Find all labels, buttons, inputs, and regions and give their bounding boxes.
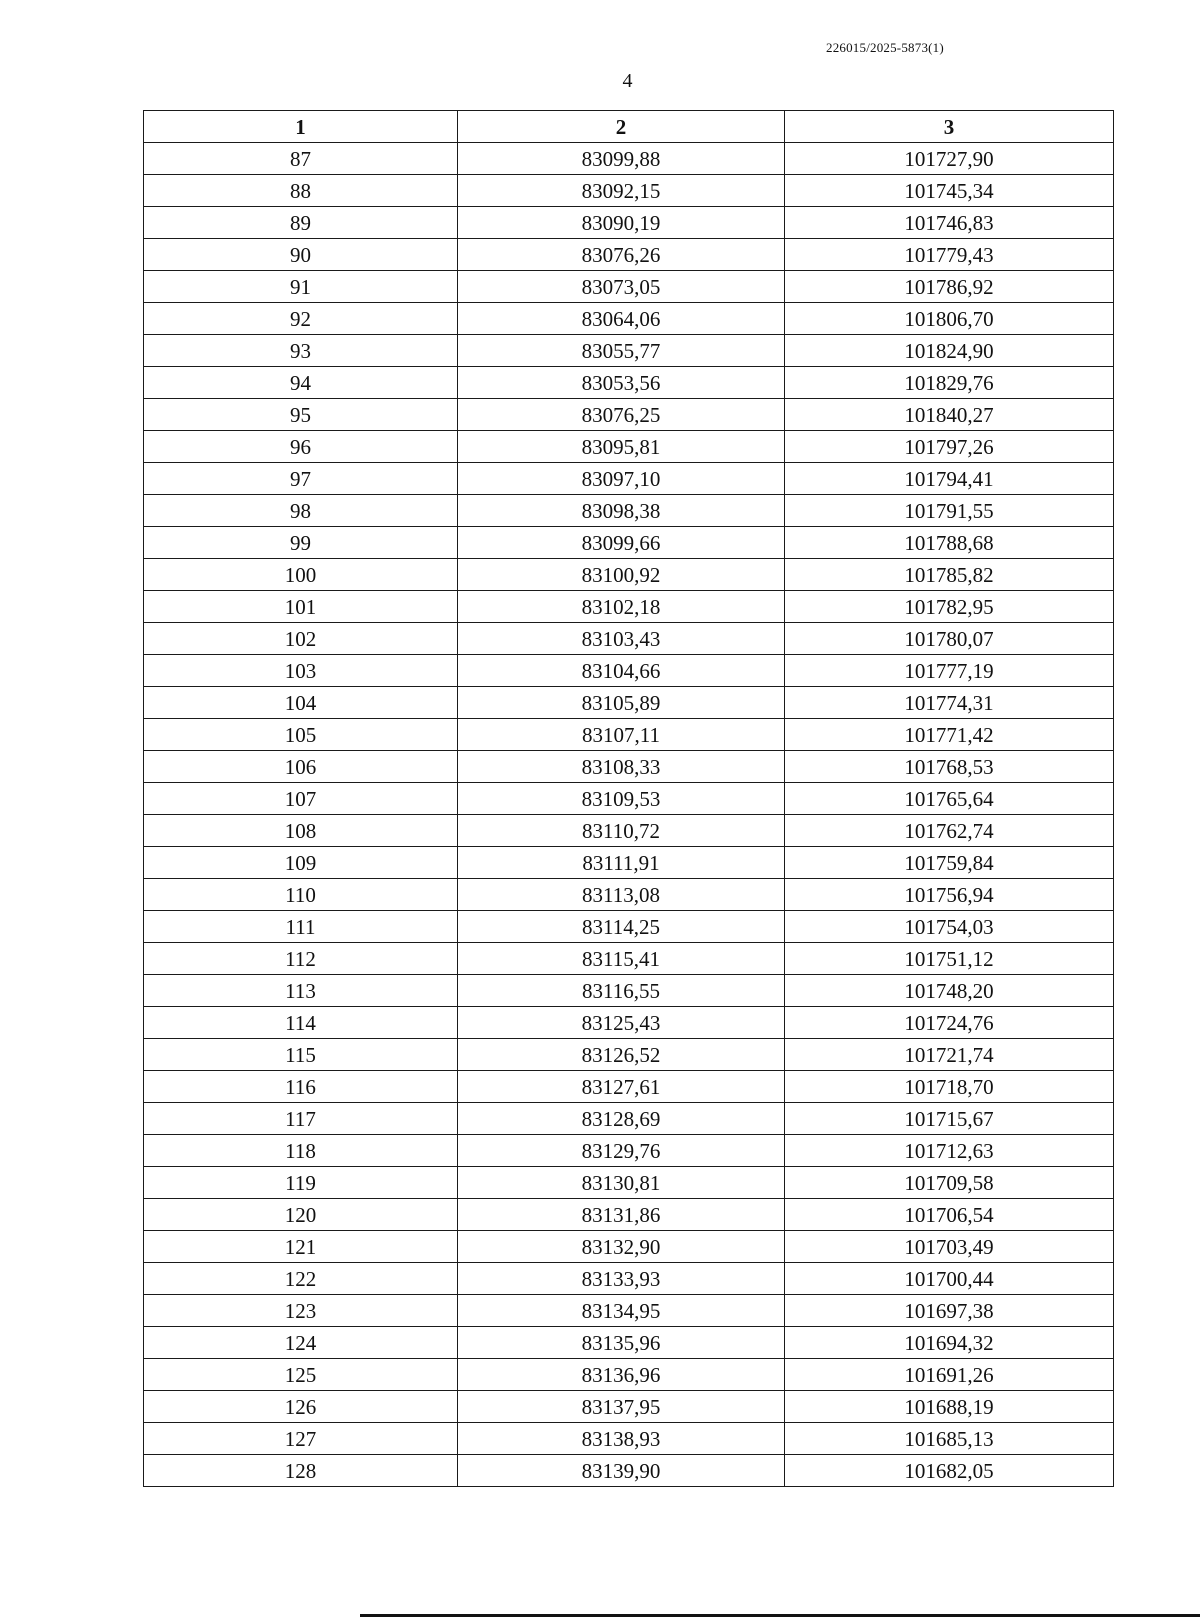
coordinate-y-cell: 101759,84: [785, 847, 1114, 879]
coordinate-x-cell: 83099,88: [458, 143, 785, 175]
table-row: [144, 1167, 1114, 1199]
coordinate-y-cell: 101685,13: [785, 1423, 1114, 1455]
coordinate-y-cell: 101754,03: [785, 911, 1114, 943]
point-number-cell: 116: [144, 1071, 458, 1103]
coordinate-x-cell: 83109,53: [458, 783, 785, 815]
coordinate-x-cell: 83127,61: [458, 1071, 785, 1103]
table-row: [144, 463, 1114, 495]
coordinate-y-cell: 101724,76: [785, 1007, 1114, 1039]
table-row: [144, 943, 1114, 975]
table-row: [144, 1327, 1114, 1359]
point-number-cell: 123: [144, 1295, 458, 1327]
point-number-cell: 110: [144, 879, 458, 911]
point-number-cell: 111: [144, 911, 458, 943]
column-header-1: 1: [144, 111, 458, 143]
point-number-cell: 91: [144, 271, 458, 303]
table-row: [144, 1199, 1114, 1231]
coordinate-y-cell: 101780,07: [785, 623, 1114, 655]
coordinate-y-cell: 101712,63: [785, 1135, 1114, 1167]
coordinate-y-cell: 101774,31: [785, 687, 1114, 719]
table-row: [144, 1295, 1114, 1327]
coordinate-y-cell: 101715,67: [785, 1103, 1114, 1135]
table-row: [144, 143, 1114, 175]
point-number-cell: 94: [144, 367, 458, 399]
coordinate-y-cell: 101709,58: [785, 1167, 1114, 1199]
table-row: [144, 751, 1114, 783]
point-number-cell: 115: [144, 1039, 458, 1071]
table-row: [144, 527, 1114, 559]
document-reference-number: 226015/2025-5873(1): [826, 40, 944, 55]
coordinate-y-cell: 101785,82: [785, 559, 1114, 591]
point-number-cell: 119: [144, 1167, 458, 1199]
coordinate-x-cell: 83076,25: [458, 399, 785, 431]
coordinate-y-cell: 101791,55: [785, 495, 1114, 527]
coordinate-x-cell: 83098,38: [458, 495, 785, 527]
table-row: [144, 495, 1114, 527]
coordinate-x-cell: 83090,19: [458, 207, 785, 239]
point-number-cell: 101: [144, 591, 458, 623]
table-row: [144, 431, 1114, 463]
coordinate-y-cell: 101797,26: [785, 431, 1114, 463]
coordinate-x-cell: 83111,91: [458, 847, 785, 879]
coordinate-x-cell: 83115,41: [458, 943, 785, 975]
table-row: [144, 1071, 1114, 1103]
coordinate-y-cell: 101751,12: [785, 943, 1114, 975]
coordinate-y-cell: 101691,26: [785, 1359, 1114, 1391]
point-number-cell: 125: [144, 1359, 458, 1391]
table-row: [144, 1263, 1114, 1295]
coordinate-x-cell: 83108,33: [458, 751, 785, 783]
coordinate-x-cell: 83100,92: [458, 559, 785, 591]
coordinate-x-cell: 83099,66: [458, 527, 785, 559]
table-row: [144, 1007, 1114, 1039]
table-row: [144, 655, 1114, 687]
point-number-cell: 106: [144, 751, 458, 783]
coordinate-y-cell: 101721,74: [785, 1039, 1114, 1071]
coordinate-x-cell: 83102,18: [458, 591, 785, 623]
table-row: [144, 1423, 1114, 1455]
coordinate-y-cell: 101688,19: [785, 1391, 1114, 1423]
coordinate-y-cell: 101700,44: [785, 1263, 1114, 1295]
coordinate-x-cell: 83097,10: [458, 463, 785, 495]
table-row: [144, 303, 1114, 335]
coordinate-x-cell: 83053,56: [458, 367, 785, 399]
coordinate-x-cell: 83055,77: [458, 335, 785, 367]
point-number-cell: 124: [144, 1327, 458, 1359]
coordinate-x-cell: 83139,90: [458, 1455, 785, 1487]
table-row: [144, 1039, 1114, 1071]
coordinate-x-cell: 83110,72: [458, 815, 785, 847]
point-number-cell: 102: [144, 623, 458, 655]
table-row: [144, 783, 1114, 815]
coordinate-x-cell: 83064,06: [458, 303, 785, 335]
point-number-cell: 120: [144, 1199, 458, 1231]
point-number-cell: 99: [144, 527, 458, 559]
coordinate-x-cell: 83113,08: [458, 879, 785, 911]
table-row: [144, 975, 1114, 1007]
point-number-cell: 127: [144, 1423, 458, 1455]
point-number-cell: 117: [144, 1103, 458, 1135]
coordinate-x-cell: 83136,96: [458, 1359, 785, 1391]
table-body: [144, 143, 1114, 1487]
coordinate-x-cell: 83125,43: [458, 1007, 785, 1039]
point-number-cell: 105: [144, 719, 458, 751]
coordinate-y-cell: 101779,43: [785, 239, 1114, 271]
coordinate-y-cell: 101829,76: [785, 367, 1114, 399]
coordinate-y-cell: 101824,90: [785, 335, 1114, 367]
coordinate-x-cell: 83133,93: [458, 1263, 785, 1295]
coordinate-y-cell: 101746,83: [785, 207, 1114, 239]
coordinate-x-cell: 83076,26: [458, 239, 785, 271]
point-number-cell: 103: [144, 655, 458, 687]
table-row: [144, 1455, 1114, 1487]
point-number-cell: 87: [144, 143, 458, 175]
coordinate-y-cell: 101765,64: [785, 783, 1114, 815]
table-row: [144, 1391, 1114, 1423]
table-row: [144, 1231, 1114, 1263]
coordinate-x-cell: 83116,55: [458, 975, 785, 1007]
coordinate-y-cell: 101762,74: [785, 815, 1114, 847]
coordinate-y-cell: 101777,19: [785, 655, 1114, 687]
coordinate-y-cell: 101768,53: [785, 751, 1114, 783]
coordinate-x-cell: 83135,96: [458, 1327, 785, 1359]
table-row: [144, 559, 1114, 591]
table-row: [144, 847, 1114, 879]
point-number-cell: 95: [144, 399, 458, 431]
table-row: [144, 879, 1114, 911]
table-row: [144, 1135, 1114, 1167]
point-number-cell: 104: [144, 687, 458, 719]
point-number-cell: 118: [144, 1135, 458, 1167]
point-number-cell: 121: [144, 1231, 458, 1263]
point-number-cell: 88: [144, 175, 458, 207]
coordinate-x-cell: 83105,89: [458, 687, 785, 719]
coordinate-x-cell: 83137,95: [458, 1391, 785, 1423]
point-number-cell: 109: [144, 847, 458, 879]
coordinate-x-cell: 83128,69: [458, 1103, 785, 1135]
table-row: [144, 623, 1114, 655]
coordinate-y-cell: 101694,32: [785, 1327, 1114, 1359]
point-number-cell: 113: [144, 975, 458, 1007]
coordinate-y-cell: 101806,70: [785, 303, 1114, 335]
table-row: [144, 175, 1114, 207]
coordinate-x-cell: 83132,90: [458, 1231, 785, 1263]
coordinate-x-cell: 83129,76: [458, 1135, 785, 1167]
column-header-2: 2: [458, 111, 785, 143]
coordinate-x-cell: 83126,52: [458, 1039, 785, 1071]
coordinate-x-cell: 83131,86: [458, 1199, 785, 1231]
table-row: [144, 687, 1114, 719]
point-number-cell: 122: [144, 1263, 458, 1295]
coordinate-y-cell: 101697,38: [785, 1295, 1114, 1327]
point-number-cell: 90: [144, 239, 458, 271]
point-number-cell: 96: [144, 431, 458, 463]
table-row: [144, 399, 1114, 431]
point-number-cell: 89: [144, 207, 458, 239]
table-row: [144, 911, 1114, 943]
point-number-cell: 114: [144, 1007, 458, 1039]
table-row: [144, 367, 1114, 399]
coordinate-x-cell: 83134,95: [458, 1295, 785, 1327]
bottom-divider: [360, 1614, 1200, 1617]
coordinate-y-cell: 101718,70: [785, 1071, 1114, 1103]
coordinate-y-cell: 101771,42: [785, 719, 1114, 751]
coordinate-y-cell: 101748,20: [785, 975, 1114, 1007]
coordinate-x-cell: 83104,66: [458, 655, 785, 687]
coordinate-y-cell: 101756,94: [785, 879, 1114, 911]
table-row: [144, 719, 1114, 751]
coordinate-y-cell: 101786,92: [785, 271, 1114, 303]
point-number-cell: 92: [144, 303, 458, 335]
table-row: [144, 1359, 1114, 1391]
point-number-cell: 128: [144, 1455, 458, 1487]
coordinate-x-cell: 83092,15: [458, 175, 785, 207]
table-row: [144, 207, 1114, 239]
point-number-cell: 108: [144, 815, 458, 847]
coordinate-x-cell: 83138,93: [458, 1423, 785, 1455]
coordinate-y-cell: 101840,27: [785, 399, 1114, 431]
point-number-cell: 100: [144, 559, 458, 591]
point-number-cell: 97: [144, 463, 458, 495]
coordinate-y-cell: 101703,49: [785, 1231, 1114, 1263]
point-number-cell: 98: [144, 495, 458, 527]
page-number: 4: [622, 70, 633, 92]
coordinate-x-cell: 83130,81: [458, 1167, 785, 1199]
coordinate-x-cell: 83103,43: [458, 623, 785, 655]
point-number-cell: 126: [144, 1391, 458, 1423]
coordinate-y-cell: 101727,90: [785, 143, 1114, 175]
coordinate-y-cell: 101788,68: [785, 527, 1114, 559]
table-row: [144, 591, 1114, 623]
coordinate-y-cell: 101794,41: [785, 463, 1114, 495]
table-row: [144, 271, 1114, 303]
coordinate-x-cell: 83114,25: [458, 911, 785, 943]
table-row: [144, 239, 1114, 271]
coordinate-y-cell: 101782,95: [785, 591, 1114, 623]
point-number-cell: 112: [144, 943, 458, 975]
coordinate-y-cell: 101682,05: [785, 1455, 1114, 1487]
table-header-row: [144, 111, 1114, 143]
table-row: [144, 1103, 1114, 1135]
coordinates-table: [143, 110, 1114, 1487]
column-header-3: 3: [785, 111, 1114, 143]
table-row: [144, 815, 1114, 847]
point-number-cell: 107: [144, 783, 458, 815]
table-row: [144, 335, 1114, 367]
coordinate-x-cell: 83107,11: [458, 719, 785, 751]
coordinate-x-cell: 83073,05: [458, 271, 785, 303]
coordinate-y-cell: 101745,34: [785, 175, 1114, 207]
coordinate-y-cell: 101706,54: [785, 1199, 1114, 1231]
point-number-cell: 93: [144, 335, 458, 367]
coordinate-x-cell: 83095,81: [458, 431, 785, 463]
